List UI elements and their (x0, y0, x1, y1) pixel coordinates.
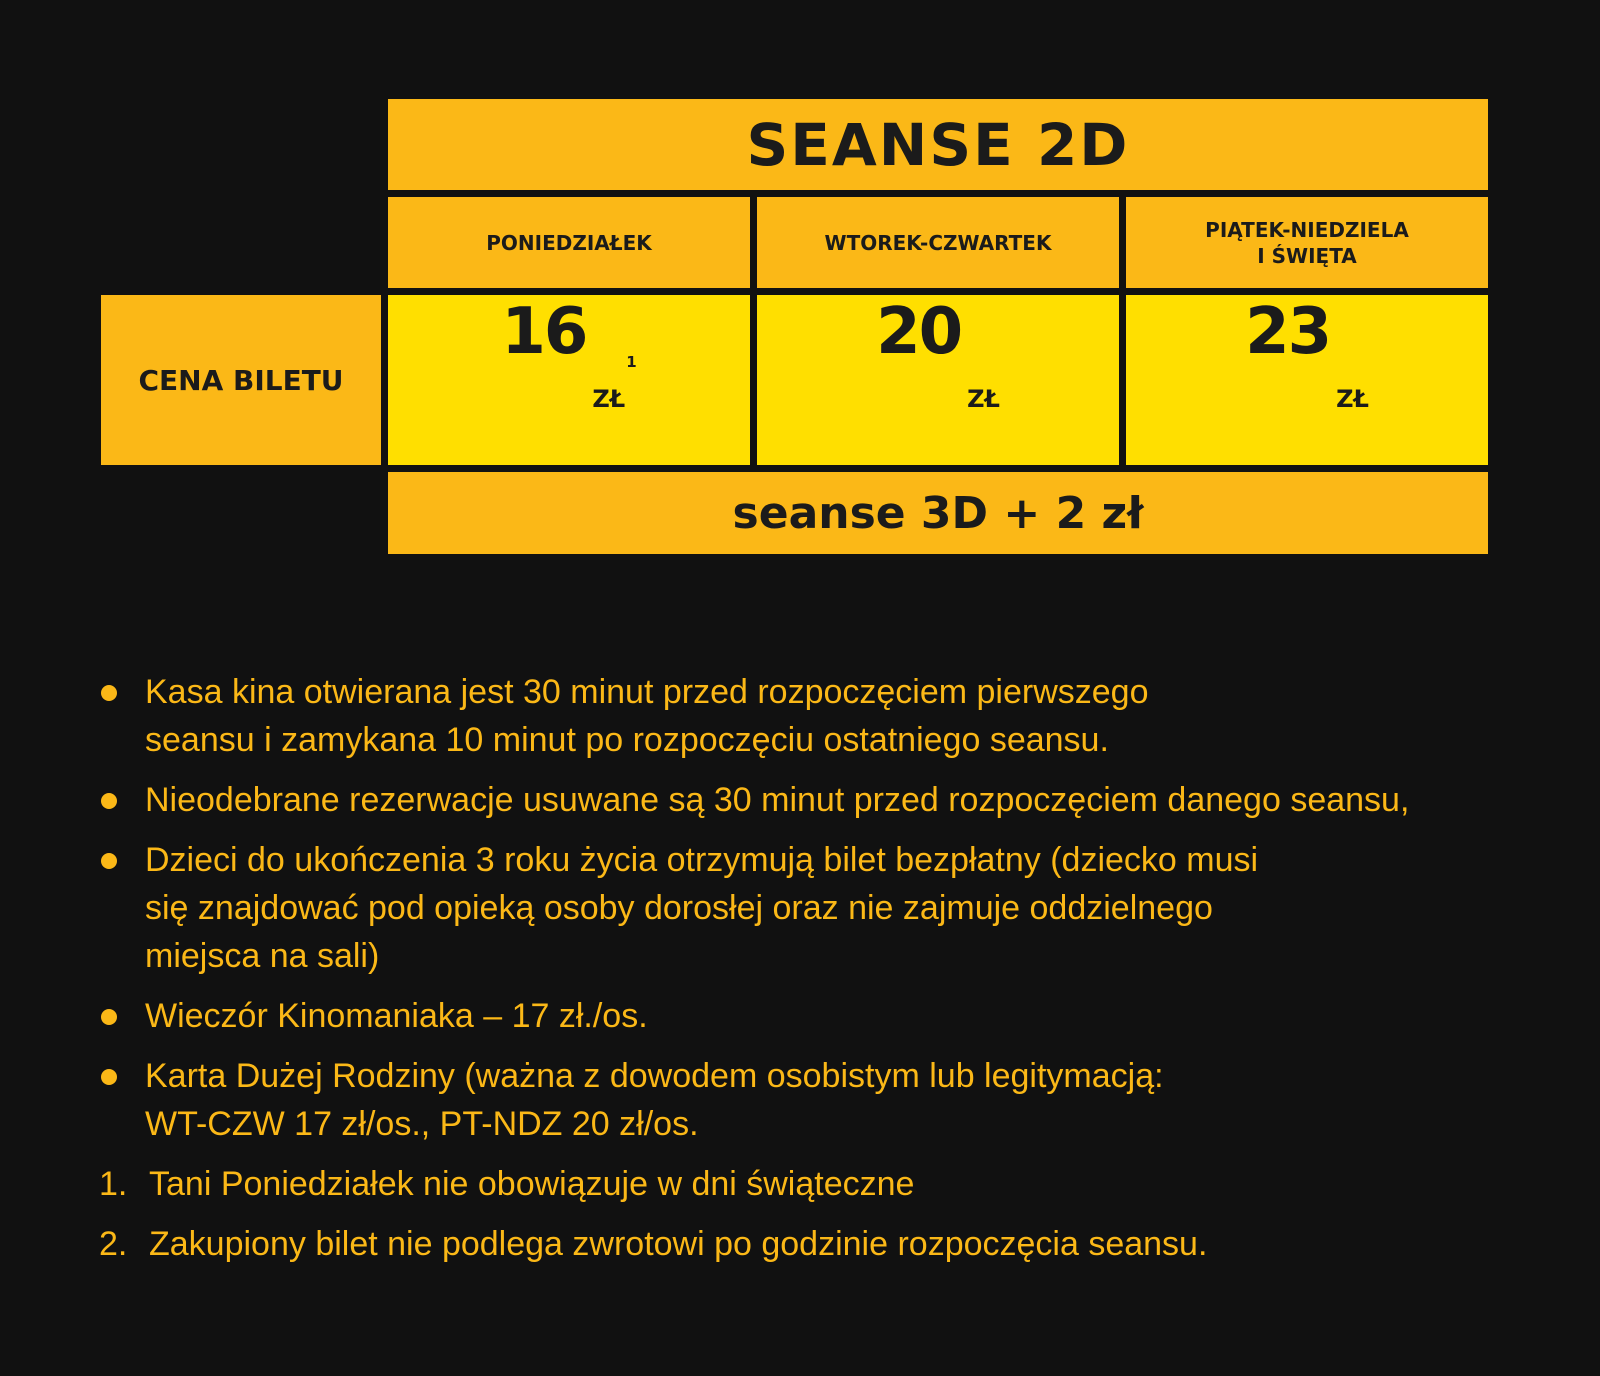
bullet-icon (95, 668, 145, 764)
list-item-text: Kasa kina otwierana jest 30 minut przed rozpoczęciem pierwszego seansu i zamykana 10 minut po rozpoczęciu ostatniego seansu. (145, 673, 1149, 759)
price-amount: 16 (501, 295, 587, 369)
footnote-number: 2. (99, 1225, 128, 1263)
bullet-icon (95, 776, 145, 824)
list-item (95, 1052, 1555, 1148)
price-cell-monday (388, 295, 750, 465)
footnote-item (95, 1220, 1555, 1268)
price-currency: ZŁ (592, 385, 626, 413)
footnote-item (95, 1160, 1555, 1208)
surcharge-3d-text: seanse 3D + 2 zł (732, 487, 1144, 539)
list-item (95, 992, 1555, 1040)
table-title-cell (388, 99, 1488, 190)
bullet-icon (95, 992, 145, 1040)
table-title: SEANSE 2D (746, 110, 1130, 179)
price-cell-tuesday-thursday (757, 295, 1119, 465)
list-item (95, 668, 1555, 764)
price-footnote-marker: 1 (626, 353, 637, 371)
price-currency: ZŁ (967, 385, 1000, 413)
footnote-number: 1. (99, 1165, 128, 1203)
price-currency: ZŁ (1336, 385, 1369, 413)
footnote-text: Zakupiony bilet nie podlega zwrotowi po godzinie rozpoczęcia seansu. (149, 1225, 1208, 1263)
surcharge-3d-cell (388, 472, 1488, 554)
list-item-text: Dzieci do ukończenia 3 roku życia otrzymują bilet bezpłatny (dziecko musi się znajdować pod opieką osoby dorosłej oraz nie zajmuje oddzielnego miejsca na sali) (145, 841, 1259, 975)
price-cell-friday-sunday (1126, 295, 1488, 465)
price-amount: 23 (1245, 295, 1331, 369)
info-list (95, 668, 1555, 1280)
row-label-cell (101, 295, 381, 465)
list-item (95, 776, 1555, 824)
bullet-icon (95, 1052, 145, 1148)
price-amount: 20 (876, 295, 962, 369)
list-item-text: Wieczór Kinomaniaka – 17 zł./os. (145, 997, 648, 1035)
day-header-label: WTOREK-CZWARTEK (824, 230, 1052, 255)
row-label: CENA BILETU (138, 363, 344, 397)
day-header-label: PIĄTEK-NIEDZIELA I ŚWIĘTA (1205, 217, 1409, 268)
list-item-text: Nieodebrane rezerwacje usuwane są 30 minut przed rozpoczęciem danego seansu, (145, 781, 1410, 819)
footnote-text: Tani Poniedziałek nie obowiązuje w dni świąteczne (149, 1165, 915, 1203)
day-header-monday (388, 197, 750, 288)
list-item-text: Karta Dużej Rodziny (ważna z dowodem osobistym lub legitymacją: WT-CZW 17 zł/os., PT-NDZ 20 zł/os. (145, 1057, 1164, 1143)
bullet-icon (95, 836, 145, 980)
day-header-tuesday-thursday (757, 197, 1119, 288)
day-header-label: PONIEDZIAŁEK (486, 230, 652, 255)
list-item (95, 836, 1555, 980)
day-header-friday-sunday (1126, 197, 1488, 288)
